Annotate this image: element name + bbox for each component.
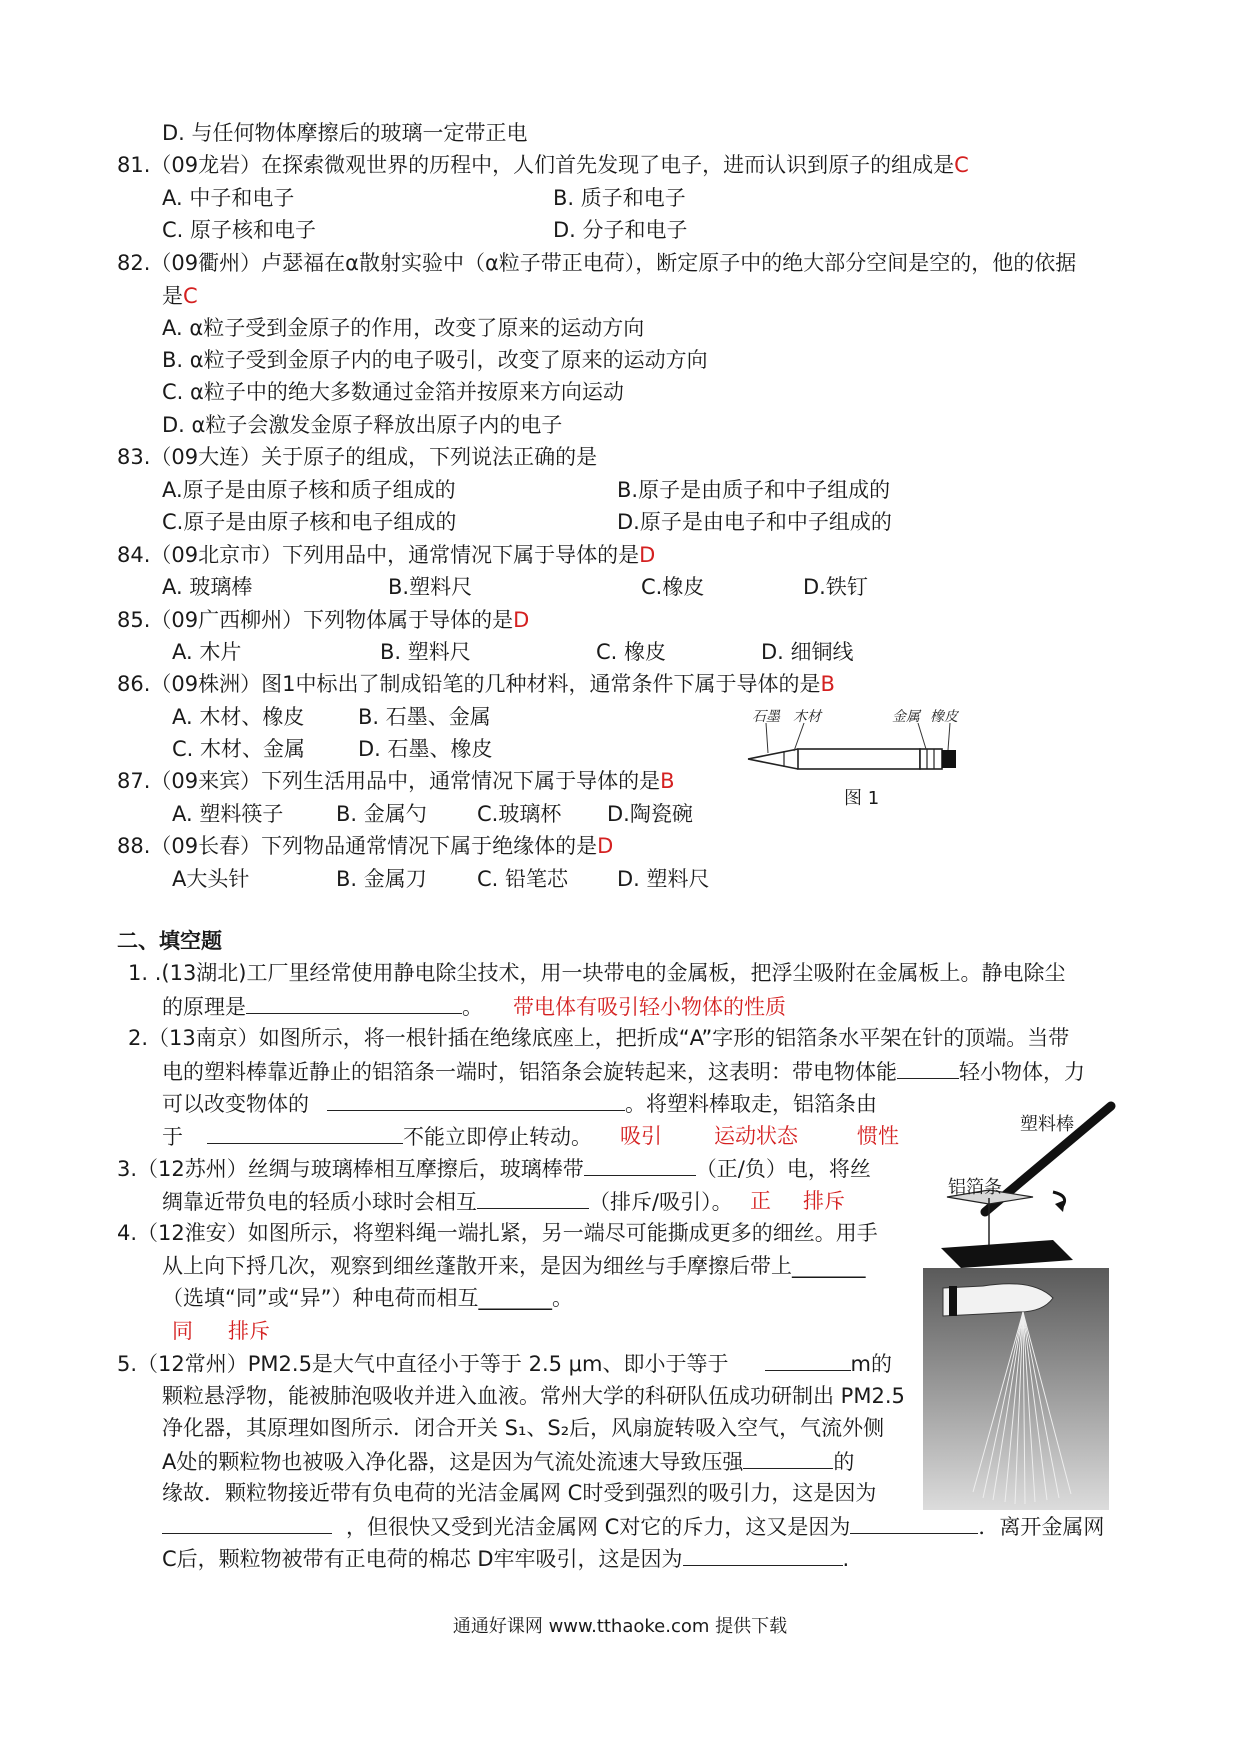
q86-option-d: D. 石墨、橡皮 [358,737,493,761]
q87-answer: B [660,769,675,793]
q88-stem [117,831,613,861]
f4-answer-1: 同 [172,1319,193,1343]
f5-line5: 缘故．颗粒物接近带有负电荷的光洁金属网 C时受到强烈的吸引力，这是因为 [162,1481,877,1505]
f5-line1 [117,1348,892,1379]
q82-option-c: C. α粒子中的绝大多数通过金箔并按原来方向运动 [162,380,624,404]
f2-line3-end: 。将塑料棒取走，铝箔条由 [625,1092,877,1116]
f5-line3: 净化器，其原理如图所示．闭合开关 S₁、S₂后，风扇旋转吸入空气，气流外侧 [162,1416,885,1440]
q83-stem: 83.（09大连）关于原子的组成，下列说法正确的是 [117,445,598,469]
q85-option-b: B. 塑料尺 [380,640,471,664]
q82-stem: 82.（09衢州）卢瑟福在α散射实验中（α粒子带正电荷），断定原子中的绝大部分空间是空的，他的依据 [117,251,1077,275]
q82-option-b: B. α粒子受到金原子内的电子吸引，改变了原来的运动方向 [162,348,708,372]
q83-option-c: C.原子是由原子核和电子组成的 [162,510,457,534]
pencil-label-wood: 木材 [793,709,821,725]
f2-line3-text: 可以改变物体的 [162,1092,309,1116]
f5-line6-text: ，但很快又受到光洁金属网 C对它的斥力，这又是因为 [346,1515,851,1539]
q88-option-d: D. 塑料尺 [617,867,710,891]
plastic-threads-figure [923,1268,1109,1510]
f5-line4 [162,1446,854,1477]
q82-answer: C [183,284,198,308]
f3-line2 [162,1186,733,1217]
f2-answer-1: 吸引 [620,1124,662,1148]
q85-stem [117,605,529,635]
f2-line4 [162,1121,592,1152]
f4-line3: （选填“同”或“异”）种电荷而相互_______。 [162,1286,574,1310]
f1-line2-text: 的原理是 [162,995,246,1019]
plastic-rod-label: 塑料棒 [1020,1114,1074,1135]
figure-1-caption: 图 1 [844,788,880,809]
q82-option-d: D. α粒子会激发金原子释放出原子内的电子 [162,413,563,437]
q83-option-b: B.原子是由质子和中子组成的 [617,478,891,502]
pencil-label-eraser: 橡皮 [930,709,958,725]
f5-blank-4[interactable] [850,1511,978,1534]
f5-line7-text: C后，颗粒物被带有正电荷的棉芯 D牢牢吸引，这是因为 [162,1547,683,1571]
f5-line1-end: m的 [850,1352,892,1376]
f2-answer-3: 惯性 [857,1124,899,1148]
f1-answer: 带电体有吸引轻小物体的性质 [513,995,786,1019]
q83-option-d: D.原子是由电子和中子组成的 [617,510,892,534]
f2-line2 [162,1056,1085,1087]
f1-line2 [162,991,786,1022]
q86-option-b: B. 石墨、金属 [358,705,491,729]
watch-band [949,1286,957,1316]
f5-line4-text: A处的颗粒物也被吸入净化器，这是因为气流处流速大导致压强 [162,1450,744,1474]
f1-blank[interactable] [246,991,462,1014]
f4-line2: 从上向下捋几次，观察到细丝蓬散开来，是因为细丝与手摩擦后带上_______ [162,1254,866,1278]
f2-line4-end: 不能立即停止转动。 [403,1125,592,1149]
q87-option-b: B. 金属勺 [336,802,427,826]
q81-option-c: C. 原子核和电子 [162,218,317,242]
pencil-eraser [942,750,956,768]
pencil-body [798,749,920,769]
pencil-label-graphite: 石墨 [752,709,780,725]
q86-option-c: C. 木材、金属 [172,737,306,761]
f1-line1: 1. .(13湖北)工厂里经常使用静电除尘技术，用一块带电的金属板，把浮尘吸附在金属板上。静电除尘 [128,961,1066,985]
q87-option-d: D.陶瓷碗 [607,802,693,826]
f3-answer-2: 排斥 [803,1189,845,1213]
q84-stem-text: 84.（09北京市）下列用品中，通常情况下属于导体的是 [117,543,640,567]
f3-answer-1: 正 [750,1189,771,1213]
f1-line2-end: 。 [462,995,483,1019]
f2-line4-text: 于 [162,1125,183,1149]
q87-stem [117,766,675,796]
f2-blank-1[interactable] [897,1056,959,1079]
f5-line7-end: . [842,1547,850,1571]
pencil-metal-band [920,749,942,769]
f2-line1: 2.（13南京）如图所示，将一根针插在绝缘底座上，把折成“A”字形的铝箔条水平架在针的顶端。当带 [128,1026,1070,1050]
q88-option-a: A大头针 [172,867,250,891]
q88-option-b: B. 金属刀 [336,867,427,891]
q87-option-c: C.玻璃杯 [477,802,562,826]
f5-line6-end: ．离开金属网 [978,1515,1105,1539]
q88-answer: D [597,834,614,858]
f2-blank-3[interactable] [207,1121,403,1144]
q88-option-c: C. 铅笔芯 [477,867,569,891]
f3-line1 [117,1153,871,1184]
aluminium-strip-label: 铝箔条 [948,1177,1002,1198]
section-title: 二、填空题 [117,929,222,953]
f3-line1-text: 3.（12苏州）丝绸与玻璃棒相互摩擦后，玻璃棒带 [117,1157,584,1181]
f3-blank-1[interactable] [584,1153,696,1176]
q82-stem-cont [162,281,198,311]
q81-option-a: A. 中子和电子 [162,186,295,210]
q85-option-d: D. 细铜线 [761,640,854,664]
q84-option-c: C.橡皮 [641,575,705,599]
f3-line1-end: （正/负）电，将丝 [695,1157,871,1181]
q86-stem [117,669,835,699]
f4-answer-2: 排斥 [228,1319,270,1343]
q86-answer: B [820,672,835,696]
f5-line6 [162,1511,1104,1542]
f5-line7 [162,1543,849,1574]
q85-stem-text: 85.（09广西柳州）下列物体属于导体的是 [117,608,514,632]
f4-line1: 4.（12淮安）如图所示，将塑料绳一端扎紧，另一端尽可能撕成更多的细丝。用手 [117,1221,878,1245]
q81-stem [117,150,969,180]
q86-stem-text: 86.（09株洲）图1中标出了制成铅笔的几种材料，通常条件下属于导体的是 [117,672,821,696]
pencil-tip-top [748,749,798,759]
q85-option-a: A. 木片 [172,640,242,664]
q82-stem-cont-text: 是 [162,284,183,308]
f5-line2: 颗粒悬浮物，能被肺泡吸收并进入血液。常州大学的科研队伍成功研制出 PM2.5 [162,1384,905,1408]
f2-blank-2[interactable] [327,1088,625,1111]
f2-line3 [162,1088,877,1119]
q83-option-a: A.原子是由原子核和质子组成的 [162,478,456,502]
f5-blank-2[interactable] [743,1446,833,1469]
f5-line4-end: 的 [833,1450,855,1474]
q85-answer: D [513,608,530,632]
q87-stem-text: 87.（09来宾）下列生活用品中，通常情况下属于导体的是 [117,769,661,793]
q82-option-a: A. α粒子受到金原子的作用，改变了原来的运动方向 [162,316,645,340]
q86-option-a: A. 木材、橡皮 [172,705,305,729]
q84-option-d: D.铁钉 [803,575,868,599]
page-footer: 通通好课网 www.tthaoke.com 提供下载 [452,1616,788,1637]
f5-blank-1[interactable] [765,1348,851,1371]
f3-blank-2[interactable] [477,1186,589,1209]
f2-line2-text: 电的塑料棒靠近静止的铝箔条一端时，铝箔条会旋转起来，这表明：带电物体能 [162,1060,897,1084]
q81-answer: C [954,153,969,177]
q80-option-d: D. 与任何物体摩擦后的玻璃一定带正电 [162,121,528,145]
q84-option-a: A. 玻璃棒 [162,575,253,599]
q81-stem-text: 81.（09龙岩）在探索微观世界的历程中，人们首先发现了电子，进而认识到原子的组成是 [117,153,955,177]
q87-option-a: A. 塑料筷子 [172,802,284,826]
f3-line2-end: （排斥/吸引）。 [589,1190,733,1214]
pencil-label-metal: 金属 [892,709,920,725]
pencil-tip-bottom [748,759,798,769]
f2-answer-2: 运动状态 [714,1124,798,1148]
f5-blank-3[interactable] [162,1511,332,1534]
f2-line2-end: 轻小物体，力 [959,1060,1085,1084]
q81-option-d: D. 分子和电子 [553,218,688,242]
q84-option-b: B.塑料尺 [388,575,473,599]
f3-line2-text: 绸靠近带负电的轻质小球时会相互 [162,1190,477,1214]
q88-stem-text: 88.（09长春）下列物品通常情况下属于绝缘体的是 [117,834,598,858]
q84-answer: D [639,543,656,567]
q84-stem [117,540,655,570]
insulating-base [941,1240,1073,1268]
q81-option-b: B. 质子和电子 [553,186,686,210]
f5-blank-5[interactable] [683,1543,843,1566]
f5-line1-text: 5.（12常州）PM2.5是大气中直径小于等于 2.5 μm、即小于等于 [117,1352,729,1376]
q85-option-c: C. 橡皮 [596,640,667,664]
